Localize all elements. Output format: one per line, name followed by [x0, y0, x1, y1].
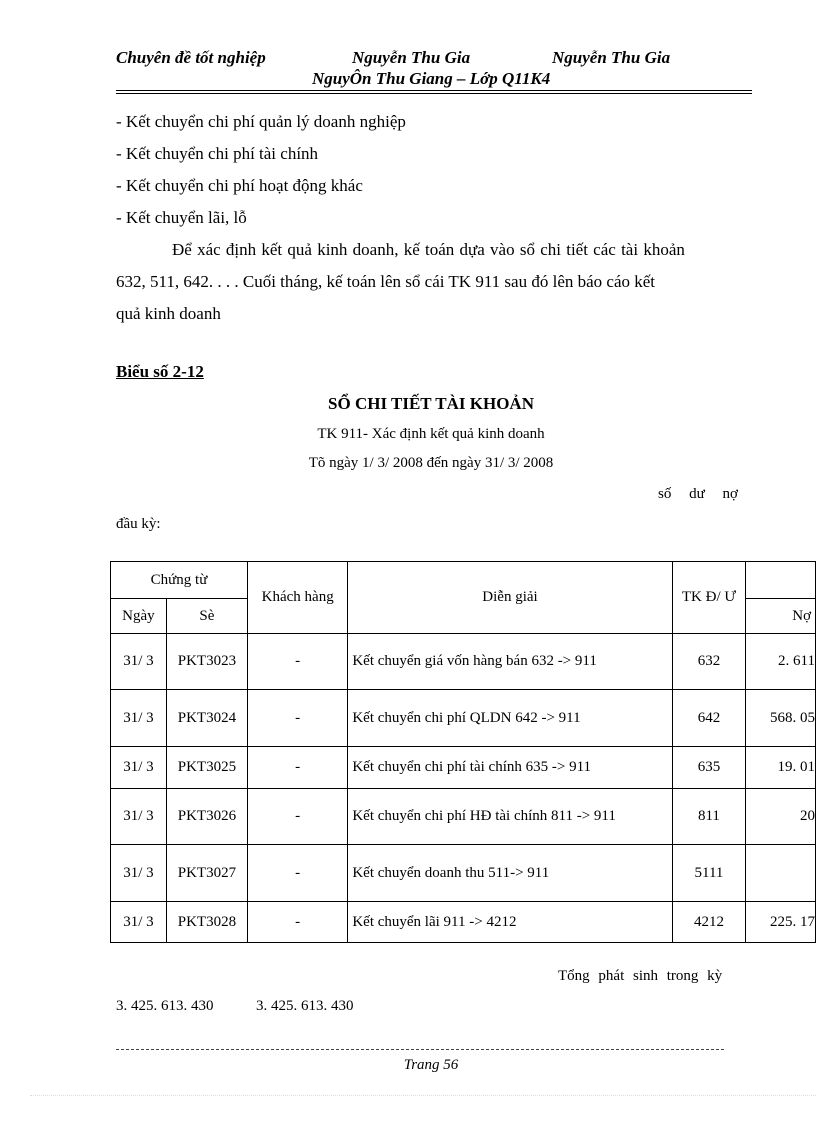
cell-ngay: 31/ 3 [111, 845, 167, 902]
table-row [111, 690, 816, 747]
header-so: Sè [166, 599, 247, 634]
header-dien-giai: Diễn giải [348, 562, 672, 634]
cell-dien-giai: Kết chuyển giá vốn hàng bán 632 -> 911 [348, 634, 672, 690]
footer-rule [116, 1049, 724, 1050]
header-tk-doi-ung: TK Đ/ Ư [672, 562, 746, 634]
cell-khach: - [248, 747, 348, 789]
cell-so: PKT3024 [166, 690, 247, 747]
cell-no: 225. 17 [746, 902, 816, 943]
page-number: Trang 56 [403, 1057, 459, 1073]
header-author-repeat: Nguyễn Thu Gia [552, 48, 671, 67]
header-rule-double [116, 93, 752, 94]
cell-khach: - [248, 690, 348, 747]
cell-no [746, 845, 816, 902]
opening-balance-label: số dư nợ [658, 486, 738, 502]
cell-so: PKT3023 [166, 634, 247, 690]
header-ngay: Ngày [111, 599, 167, 634]
bullet-item: - Kết chuyển chi phí tài chính [116, 144, 319, 163]
page-bottom-border [30, 1095, 816, 1096]
ledger-table [110, 561, 816, 943]
header-author-class: NguyÔn Thu Giang – Lớp Q11K4 [312, 69, 551, 88]
table-row [111, 902, 816, 943]
cell-tk: 642 [672, 690, 746, 747]
header-no: Nợ [746, 599, 816, 634]
table-row [111, 634, 816, 690]
cell-no: 2. 611 [746, 634, 816, 690]
ledger-subtitle: TK 911- Xác định kết quả kinh doanh [317, 426, 545, 442]
cell-tk: 811 [672, 789, 746, 845]
header-topic: Chuyên đề tốt nghiệp [116, 48, 266, 67]
cell-tk: 632 [672, 634, 746, 690]
cell-khach: - [248, 789, 348, 845]
cell-tk: 4212 [672, 902, 746, 943]
form-label: Biểu số 2-12 [116, 362, 204, 381]
bullet-item: - Kết chuyển lãi, lỗ [116, 208, 247, 227]
cell-ngay: 31/ 3 [111, 747, 167, 789]
cell-so: PKT3027 [166, 845, 247, 902]
opening-balance-label-cont: đầu kỳ: [116, 516, 161, 532]
page-header [116, 48, 752, 98]
totals-credit: 3. 425. 613. 430 [256, 998, 354, 1014]
totals-debit: 3. 425. 613. 430 [116, 998, 214, 1014]
cell-ngay: 31/ 3 [111, 690, 167, 747]
header-so-phat-sinh [746, 562, 816, 599]
cell-dien-giai: Kết chuyển lãi 911 -> 4212 [348, 902, 672, 943]
cell-so: PKT3026 [166, 789, 247, 845]
header-khach-hang: Khách hàng [248, 562, 348, 634]
table-row [111, 747, 816, 789]
cell-tk: 5111 [672, 845, 746, 902]
cell-so: PKT3028 [166, 902, 247, 943]
cell-no: 568. 05 [746, 690, 816, 747]
cell-khach: - [248, 634, 348, 690]
ledger-title: SỔ CHI TIẾT TÀI KHOẢN [328, 394, 534, 413]
paragraph-line: quả kinh doanh [116, 304, 221, 323]
bullet-item: - Kết chuyển chi phí hoạt động khác [116, 176, 363, 195]
bullet-item: - Kết chuyển chi phí quản lý doanh nghiệp [116, 112, 406, 131]
cell-khach: - [248, 845, 348, 902]
header-rule [116, 90, 752, 91]
cell-dien-giai: Kết chuyển chi phí HĐ tài chính 811 -> 911 [348, 789, 672, 845]
cell-ngay: 31/ 3 [111, 634, 167, 690]
table-row [111, 845, 816, 902]
cell-khach: - [248, 902, 348, 943]
table-row [111, 789, 816, 845]
paragraph-line: 632, 511, 642. . . . Cuối tháng, kế toán lên sổ cái TK 911 sau đó lên báo cáo kết [116, 272, 656, 291]
cell-dien-giai: Kết chuyển chi phí tài chính 635 -> 911 [348, 747, 672, 789]
cell-ngay: 31/ 3 [111, 902, 167, 943]
ledger-period: Tõ ngày 1/ 3/ 2008 đến ngày 31/ 3/ 2008 [308, 455, 554, 471]
header-chung-tu: Chứng từ [111, 562, 248, 599]
cell-dien-giai: Kết chuyển doanh thu 511-> 911 [348, 845, 672, 902]
totals-label: Tổng phát sinh trong kỳ [558, 968, 723, 984]
header-author: Nguyễn Thu Gia [352, 48, 471, 67]
cell-ngay: 31/ 3 [111, 789, 167, 845]
cell-dien-giai: Kết chuyển chi phí QLDN 642 -> 911 [348, 690, 672, 747]
cell-so: PKT3025 [166, 747, 247, 789]
cell-tk: 635 [672, 747, 746, 789]
cell-no: 20 [746, 789, 816, 845]
paragraph-line: Để xác định kết quả kinh doanh, kế toán dựa vào sổ chi tiết các tài khoản [172, 240, 685, 259]
cell-no: 19. 01 [746, 747, 816, 789]
